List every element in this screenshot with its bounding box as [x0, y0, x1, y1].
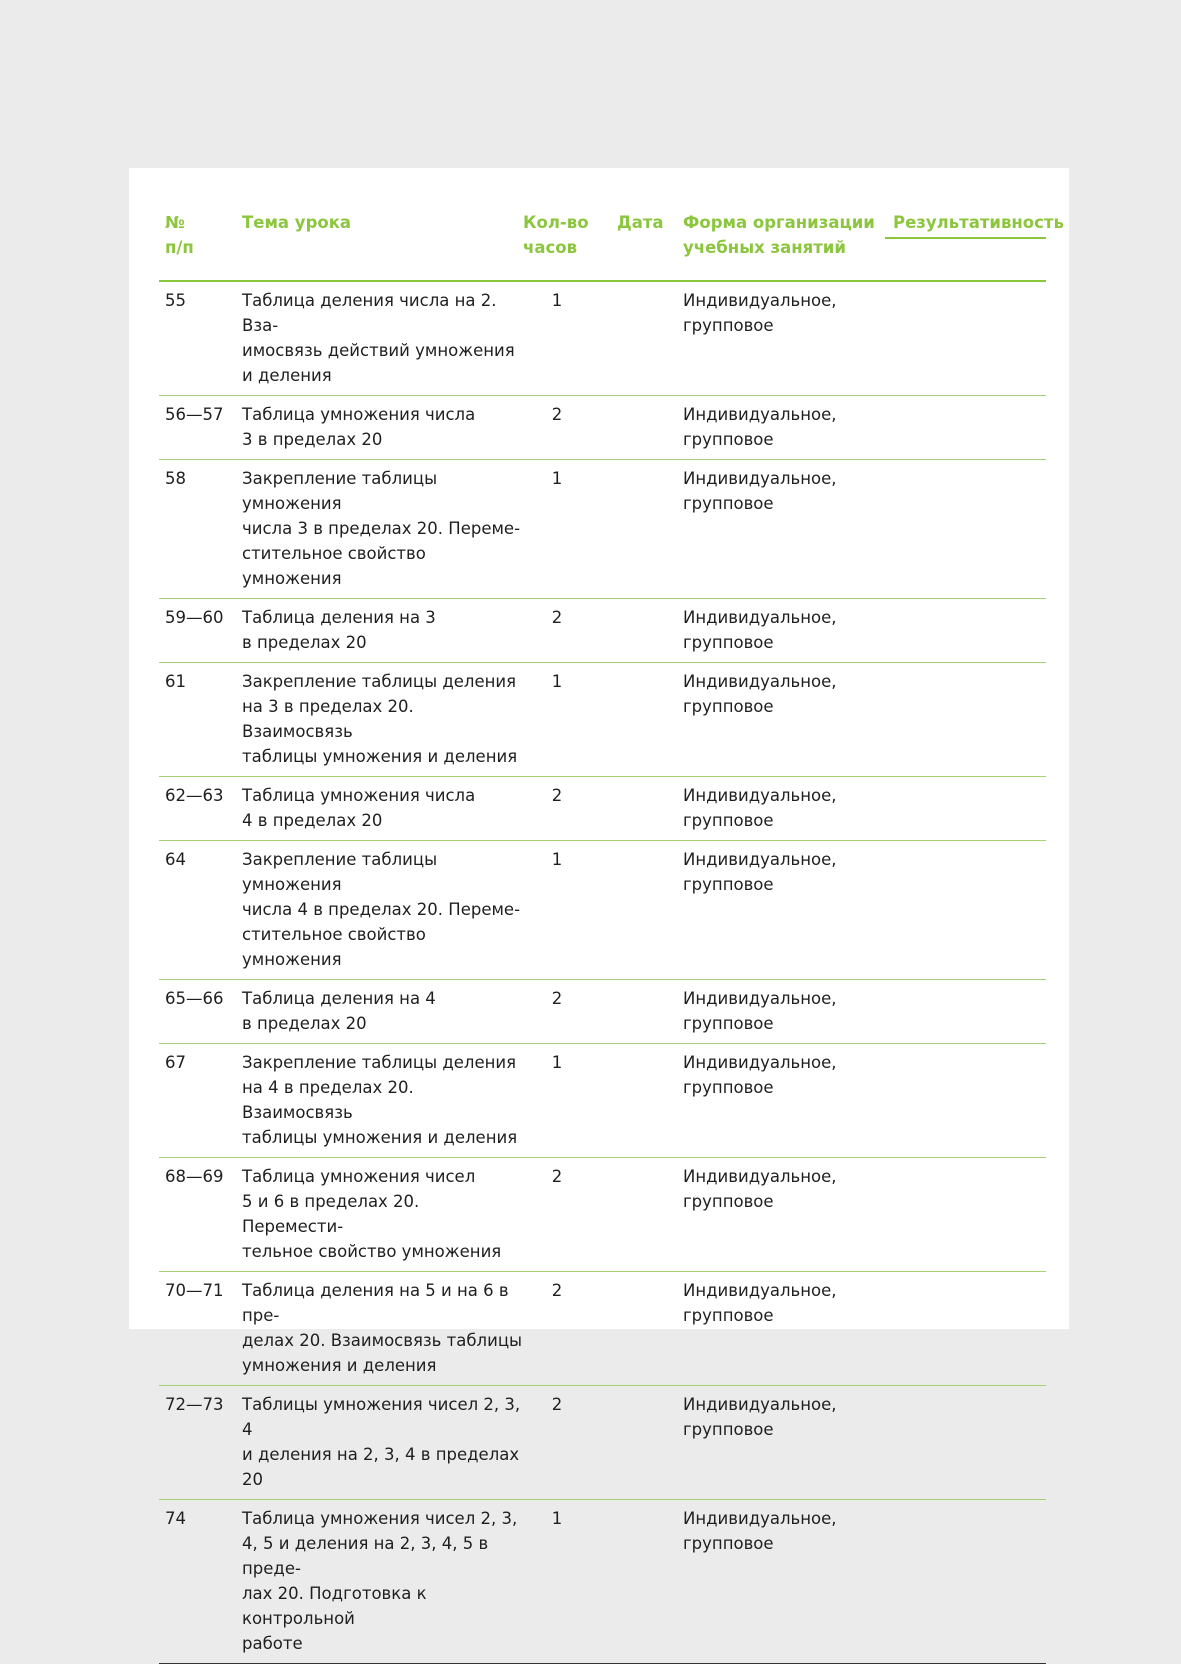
cell-topic: Закрепление таблицы деления на 3 в пределах 20. Взаимосвязь таблицы умножения и деления: [242, 672, 518, 766]
header-result: Результативность: [879, 210, 1046, 260]
cell-hours: 2: [551, 1167, 563, 1186]
table-row: [159, 777, 1046, 841]
cell-hours: 2: [551, 1281, 563, 1300]
cell-hours: 1: [551, 291, 563, 310]
cell-form: Индивидуальное, групповое: [683, 672, 837, 716]
cell-form: Индивидуальное, групповое: [683, 405, 837, 449]
cell-result: [879, 986, 1046, 1036]
cell-topic: Таблица умножения чисел 5 и 6 в пределах 20. Перемести- тельное свойство умножения: [242, 1167, 502, 1261]
cell-topic: Закрепление таблицы умножения числа 3 в пределах 20. Переме- стительное свойство умножения: [242, 469, 521, 588]
cell-date: [611, 1164, 677, 1264]
cell-num: 72—73: [165, 1395, 224, 1414]
cell-date: [611, 402, 677, 452]
cell-date: [611, 1392, 677, 1492]
cell-result: [879, 466, 1046, 591]
cell-hours: 1: [551, 469, 563, 488]
cell-hours: 1: [551, 672, 563, 691]
header-form: Форма организации учебных занятий: [683, 213, 875, 257]
cell-form: Индивидуальное, групповое: [683, 1053, 837, 1097]
document-page: [129, 168, 1069, 1653]
cell-result: [879, 402, 1046, 452]
cell-hours: 2: [551, 786, 563, 805]
cell-form: Индивидуальное, групповое: [683, 291, 837, 335]
table-row: [159, 1158, 1046, 1272]
cell-topic: Таблица деления на 3 в пределах 20: [242, 608, 436, 652]
cell-form: Индивидуальное, групповое: [683, 1167, 837, 1211]
cell-date: [611, 466, 677, 591]
cell-hours: 1: [551, 1509, 563, 1528]
cell-form: Индивидуальное, групповое: [683, 1281, 837, 1325]
lesson-plan-table: [159, 208, 1064, 1664]
cell-topic: Таблица умножения числа 4 в пределах 20: [242, 786, 476, 830]
cell-num: 74: [165, 1509, 186, 1528]
cell-num: 59—60: [165, 608, 224, 627]
header-date: Дата: [617, 213, 664, 232]
cell-form: Индивидуальное, групповое: [683, 989, 837, 1033]
table-row: [159, 841, 1046, 980]
cell-hours: 2: [551, 1395, 563, 1414]
cell-form: Индивидуальное, групповое: [683, 1509, 837, 1553]
cell-date: [611, 1050, 677, 1150]
table-row: [159, 980, 1046, 1044]
table-body: [159, 282, 1046, 1664]
cell-topic: Таблица деления числа на 2. Вза- имосвязь действий умножения и деления: [242, 291, 515, 385]
table-row: [159, 1500, 1046, 1664]
cell-form: Индивидуальное, групповое: [683, 1395, 837, 1439]
table-row: [159, 663, 1046, 777]
cell-form: Индивидуальное, групповое: [683, 786, 837, 830]
cell-num: 64: [165, 850, 186, 869]
cell-topic: Таблица деления на 5 и на 6 в пре- делах 20. Взаимосвязь таблицы умножения и деления: [242, 1281, 523, 1375]
table-row: [159, 396, 1046, 460]
table-row: [159, 460, 1046, 599]
cell-date: [611, 1506, 677, 1656]
cell-date: [611, 288, 677, 388]
cell-num: 61: [165, 672, 186, 691]
cell-num: 55: [165, 291, 186, 310]
table-row: [159, 599, 1046, 663]
cell-result: [879, 669, 1046, 769]
cell-topic: Таблица умножения числа 3 в пределах 20: [242, 405, 476, 449]
cell-hours: 2: [551, 989, 563, 1008]
cell-topic: Закрепление таблицы деления на 4 в пределах 20. Взаимосвязь таблицы умножения и деления: [242, 1053, 518, 1147]
cell-hours: 1: [551, 850, 563, 869]
cell-num: 58: [165, 469, 186, 488]
cell-num: 62—63: [165, 786, 224, 805]
cell-date: [611, 986, 677, 1036]
cell-result: [879, 605, 1046, 655]
cell-result: [879, 847, 1046, 972]
cell-topic: Таблица умножения чисел 2, 3, 4, 5 и деления на 2, 3, 4, 5 в преде- лах 20. Подготовка к контрольной работе: [242, 1509, 518, 1653]
header-num: № п/п: [165, 213, 194, 257]
table-row: [159, 1044, 1046, 1158]
cell-result: [879, 288, 1046, 388]
cell-hours: 1: [551, 1053, 563, 1072]
cell-num: 70—71: [165, 1281, 224, 1300]
cell-date: [611, 605, 677, 655]
cell-result: [879, 1050, 1046, 1150]
cell-form: Индивидуальное, групповое: [683, 608, 837, 652]
cell-topic: Таблицы умножения чисел 2, 3, 4 и деления на 2, 3, 4 в пределах 20: [242, 1395, 521, 1489]
cell-date: [611, 1278, 677, 1378]
table-row: [159, 1386, 1046, 1500]
table-row: [159, 282, 1046, 396]
cell-num: 67: [165, 1053, 186, 1072]
cell-topic: Таблица деления на 4 в пределах 20: [242, 989, 436, 1033]
cell-hours: 2: [551, 608, 563, 627]
cell-date: [611, 669, 677, 769]
table-row: [159, 1272, 1046, 1386]
header-topic: Тема урока: [242, 213, 352, 232]
cell-date: [611, 847, 677, 972]
cell-form: Индивидуальное, групповое: [683, 850, 837, 894]
cell-hours: 2: [551, 405, 563, 424]
cell-num: 56—57: [165, 405, 224, 424]
cell-topic: Закрепление таблицы умножения числа 4 в пределах 20. Переме- стительное свойство умножения: [242, 850, 521, 969]
table-header-row: [159, 208, 1064, 282]
cell-result: [879, 1392, 1046, 1492]
cell-num: 68—69: [165, 1167, 224, 1186]
cell-form: Индивидуальное, групповое: [683, 469, 837, 513]
cell-result: [879, 1164, 1046, 1264]
cell-result: [879, 1506, 1046, 1656]
header-hours: Кол-во часов: [523, 213, 589, 257]
cell-num: 65—66: [165, 989, 224, 1008]
cell-result: [879, 1278, 1046, 1378]
cell-date: [611, 783, 677, 833]
cell-result: [879, 783, 1046, 833]
